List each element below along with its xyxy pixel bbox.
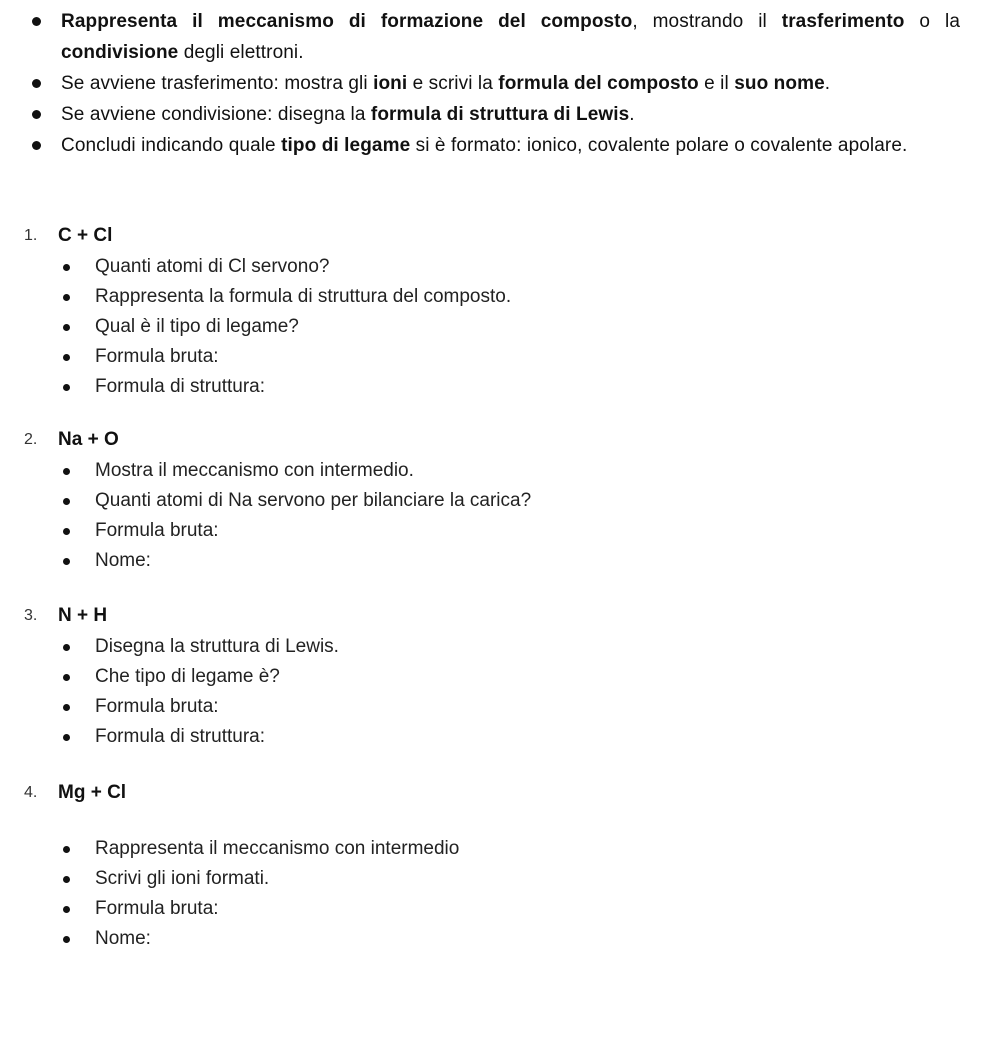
exercise-heading [24, 222, 954, 250]
bullet-icon [63, 644, 70, 651]
exercise-1 [24, 222, 954, 402]
list-item-text: Disegna la struttura di Lewis. [95, 636, 339, 657]
list-item-text: Formula di struttura: [95, 376, 265, 397]
exercise-title: C + Cl [58, 225, 113, 246]
list-item-text: Nome: [95, 928, 151, 949]
list-item-text: Qual è il tipo di legame? [95, 316, 299, 337]
bullet-icon [63, 674, 70, 681]
list-item [24, 252, 954, 282]
exercise-number: 1. [24, 227, 38, 244]
exercise-heading [24, 426, 954, 454]
list-item-text: Formula bruta: [95, 696, 219, 717]
bullet-icon [32, 110, 41, 119]
list-item [24, 692, 954, 722]
list-item [24, 894, 954, 924]
list-item-text: Rappresenta la formula di struttura del composto. [95, 286, 512, 307]
bullet-icon [63, 528, 70, 535]
instruction-text: e il [698, 73, 735, 94]
list-item-text: Che tipo di legame è? [95, 666, 280, 687]
instruction-text: degli elettroni. [178, 42, 304, 63]
list-item [24, 834, 954, 864]
bullet-icon [63, 734, 70, 741]
bullet-icon [63, 558, 70, 565]
list-item [24, 456, 954, 486]
instructions-list [30, 6, 960, 161]
instruction-text: Rappresenta il meccanismo di formazione del composto [61, 11, 633, 32]
instruction-item [30, 68, 960, 99]
bullet-icon [63, 704, 70, 711]
exercise-items [24, 834, 954, 954]
instruction-item [30, 130, 960, 161]
instruction-text: . [824, 73, 831, 94]
list-item [24, 486, 954, 516]
list-item-text: Formula bruta: [95, 898, 219, 919]
bullet-icon [63, 468, 70, 475]
instruction-text: tipo di legame [281, 135, 411, 156]
instruction-item [30, 99, 960, 130]
instruction-text: formula del composto [498, 73, 699, 94]
exercise-number: 4. [24, 784, 38, 801]
exercise-items [24, 456, 954, 576]
exercise-title: N + H [58, 605, 108, 626]
list-item [24, 864, 954, 894]
exercise-3 [24, 602, 954, 752]
instruction-text: formula di struttura di Lewis [370, 104, 630, 125]
exercise-number: 2. [24, 431, 38, 448]
bullet-icon [63, 294, 70, 301]
list-item-text: Rappresenta il meccanismo con intermedio [95, 838, 460, 859]
exercise-2 [24, 426, 954, 576]
instruction-text: e scrivi la [407, 73, 499, 94]
instruction-text: trasferimento [781, 11, 905, 32]
exercise-title: Mg + Cl [58, 782, 127, 803]
exercise-heading [24, 779, 954, 807]
list-item [24, 662, 954, 692]
instruction-text: condivisione [61, 42, 179, 63]
instruction-text: Se avviene condivisione: disegna la [61, 104, 371, 125]
instruction-text: Se avviene trasferimento: mostra gli [61, 73, 374, 94]
exercise-items [24, 252, 954, 402]
list-item [24, 546, 954, 576]
list-item-text: Scrivi gli ioni formati. [95, 868, 270, 889]
bullet-icon [63, 876, 70, 883]
bullet-icon [63, 906, 70, 913]
bullet-icon [63, 384, 70, 391]
bullet-icon [32, 79, 41, 88]
bullet-icon [63, 936, 70, 943]
instruction-text: o la [904, 11, 960, 32]
bullet-icon [63, 324, 70, 331]
bullet-icon [32, 17, 41, 26]
list-item [24, 342, 954, 372]
instruction-text: suo nome [734, 73, 825, 94]
bullet-icon [32, 141, 41, 150]
instruction-text: , mostrando il [632, 11, 782, 32]
list-item [24, 282, 954, 312]
instruction-text: si è formato: ionico, covalente polare o covalente apolare. [410, 135, 908, 156]
list-item-text: Nome: [95, 550, 151, 571]
exercise-4 [24, 779, 954, 954]
list-item-text: Quanti atomi di Na servono per bilanciare la carica? [95, 490, 532, 511]
list-item-text: Mostra il meccanismo con intermedio. [95, 460, 414, 481]
list-item [24, 312, 954, 342]
list-item-text: Formula bruta: [95, 346, 219, 367]
list-item [24, 516, 954, 546]
exercise-items [24, 632, 954, 752]
list-item-text: Quanti atomi di Cl servono? [95, 256, 330, 277]
list-item [24, 722, 954, 752]
bullet-icon [63, 498, 70, 505]
instruction-text: Concludi indicando quale [61, 135, 282, 156]
instruction-text: ioni [373, 73, 408, 94]
instruction-text: . [629, 104, 635, 125]
list-item [24, 632, 954, 662]
instruction-item [30, 6, 960, 68]
list-item [24, 924, 954, 954]
list-item [24, 372, 954, 402]
exercise-heading [24, 602, 954, 630]
bullet-icon [63, 354, 70, 361]
bullet-icon [63, 846, 70, 853]
list-item-text: Formula bruta: [95, 520, 219, 541]
exercise-title: Na + O [58, 429, 119, 450]
bullet-icon [63, 264, 70, 271]
list-item-text: Formula di struttura: [95, 726, 265, 747]
exercise-number: 3. [24, 607, 38, 624]
